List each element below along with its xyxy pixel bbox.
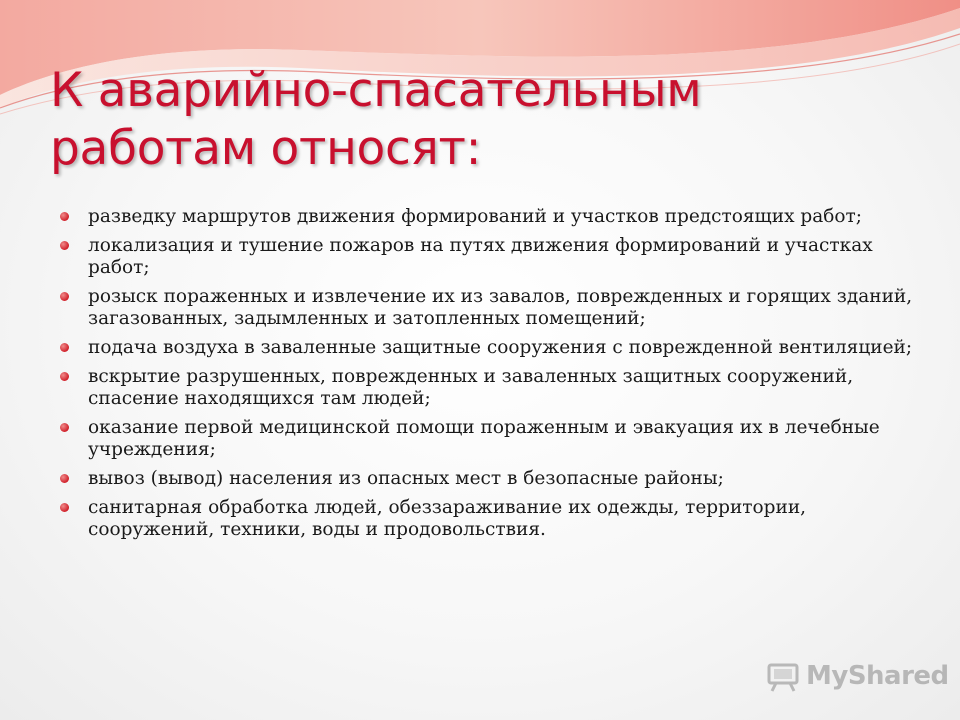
myshared-watermark xyxy=(766,656,949,696)
red-dot-icon xyxy=(60,292,69,301)
list-item-text: вывоз (вывод) населения из опасных мест в безопасные районы; xyxy=(88,468,724,489)
list-item-text: подача воздуха в заваленные защитные сооружения с поврежденной вентиляцией; xyxy=(88,337,913,358)
red-dot-icon xyxy=(60,423,69,432)
red-dot-icon xyxy=(60,503,69,512)
list-item-text: розыск пораженных и извлечение их из завалов, поврежденных и горящих зданий, загазованных, задымленных и затопленных помещений; xyxy=(88,286,913,329)
list-item xyxy=(60,206,920,228)
bullet-list xyxy=(60,206,920,548)
list-item xyxy=(60,417,920,461)
list-item-text: локализация и тушение пожаров на путях движения формирований и участках работ; xyxy=(88,235,873,278)
list-item xyxy=(60,366,920,410)
list-item xyxy=(60,468,920,490)
red-dot-icon xyxy=(60,241,69,250)
list-item-text: разведку маршрутов движения формирований и участков предстоящих работ; xyxy=(88,206,863,227)
list-item xyxy=(60,235,920,279)
list-item-text: оказание первой медицинской помощи пораженным и эвакуация их в лечебные учреждения; xyxy=(88,417,880,460)
red-dot-icon xyxy=(60,474,69,483)
red-dot-icon xyxy=(60,343,69,352)
list-item xyxy=(60,497,920,541)
list-item-text: вскрытие разрушенных, поврежденных и заваленных защитных сооружений, спасение находящихся там людей; xyxy=(88,366,854,409)
red-dot-icon xyxy=(60,372,69,381)
red-dot-icon xyxy=(60,212,69,221)
projector-icon xyxy=(766,659,800,693)
slide-title: К аварийно-спасательным работам относят: xyxy=(50,63,702,176)
list-item xyxy=(60,337,920,359)
list-item xyxy=(60,286,920,330)
list-item-text: санитарная обработка людей, обеззараживание их одежды, территории, сооружений, техники, воды и продовольствия. xyxy=(88,497,807,540)
watermark-text: MyShared xyxy=(806,661,949,691)
